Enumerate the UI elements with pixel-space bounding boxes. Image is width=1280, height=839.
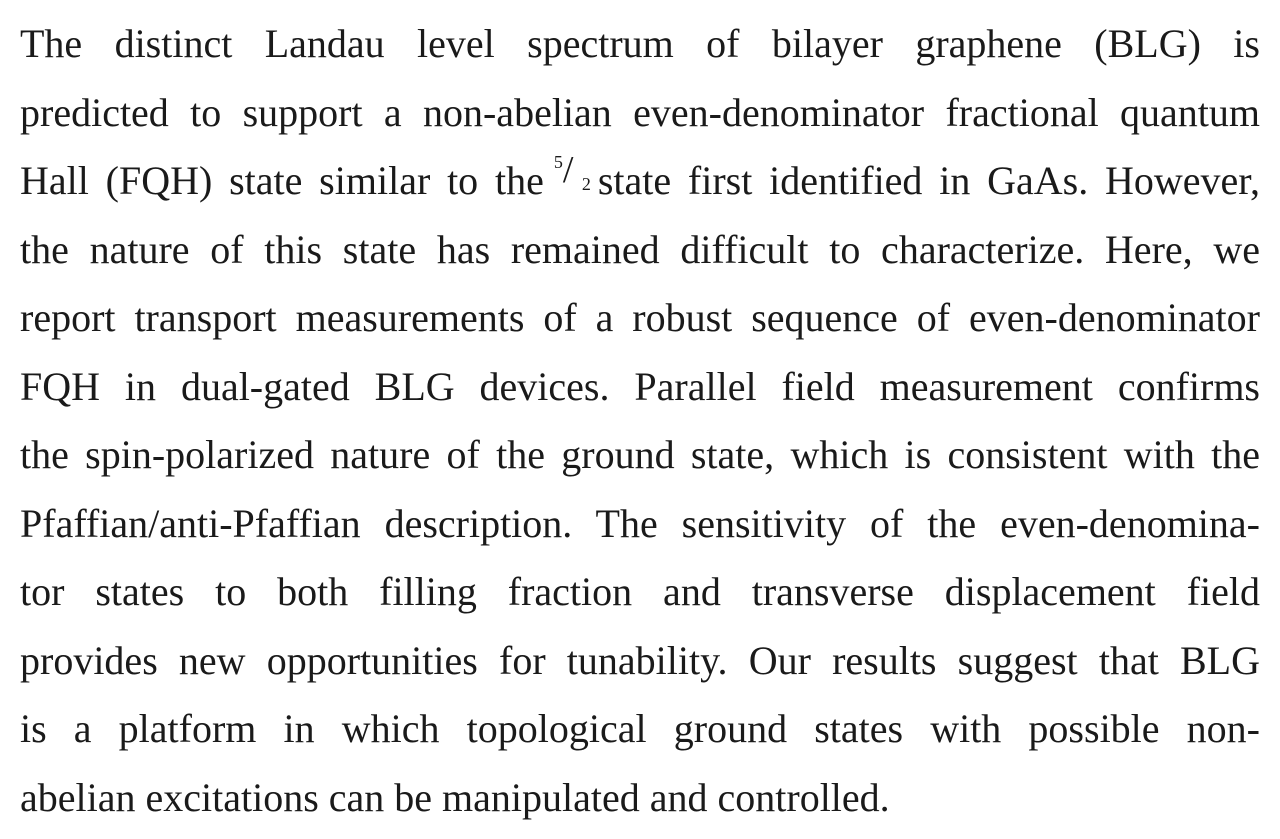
abstract-line: is a platform in which topological ground states with possible non- bbox=[20, 706, 1260, 751]
abstract-line: FQH in dual-gated BLG devices. Parallel field measurement confirms bbox=[20, 363, 1260, 409]
line-text-after-fraction: state first identified in GaAs. However, bbox=[597, 158, 1260, 203]
fraction-denominator: 2 bbox=[581, 174, 591, 194]
abstract-line: predicted to support a non-abelian even-denominator fractional quantum bbox=[20, 89, 1260, 135]
abstract-line: the nature of this state has remained difficult to characterize. Here, we bbox=[20, 226, 1260, 272]
abstract-line: the spin-polarized nature of the ground state, which is consistent with the bbox=[20, 432, 1260, 477]
abstract-paragraph bbox=[20, 10, 1260, 832]
abstract-line: The distinct Landau level spectrum of bilayer graphene (BLG) is bbox=[20, 21, 1260, 66]
abstract-line: provides new opportunities for tunability. Our results suggest that BLG bbox=[20, 637, 1260, 683]
fraction-slash: / bbox=[562, 149, 574, 191]
abstract-line-with-fraction bbox=[20, 147, 1260, 216]
abstract-line: report transport measurements of a robust sequence of even-denominator bbox=[20, 295, 1260, 340]
fraction-five-halves bbox=[552, 149, 596, 198]
abstract-line: Pfaffian/anti-Pfaffian description. The sensitivity of the even-denomina- bbox=[20, 500, 1260, 546]
fraction-numerator: 5 bbox=[553, 152, 563, 172]
line-text-before-fraction: Hall (FQH) state similar to the bbox=[20, 158, 544, 203]
abstract-line: abelian excitations can be manipulated and controlled. bbox=[20, 774, 890, 820]
abstract-line: tor states to both filling fraction and transverse displacement field bbox=[20, 569, 1260, 614]
